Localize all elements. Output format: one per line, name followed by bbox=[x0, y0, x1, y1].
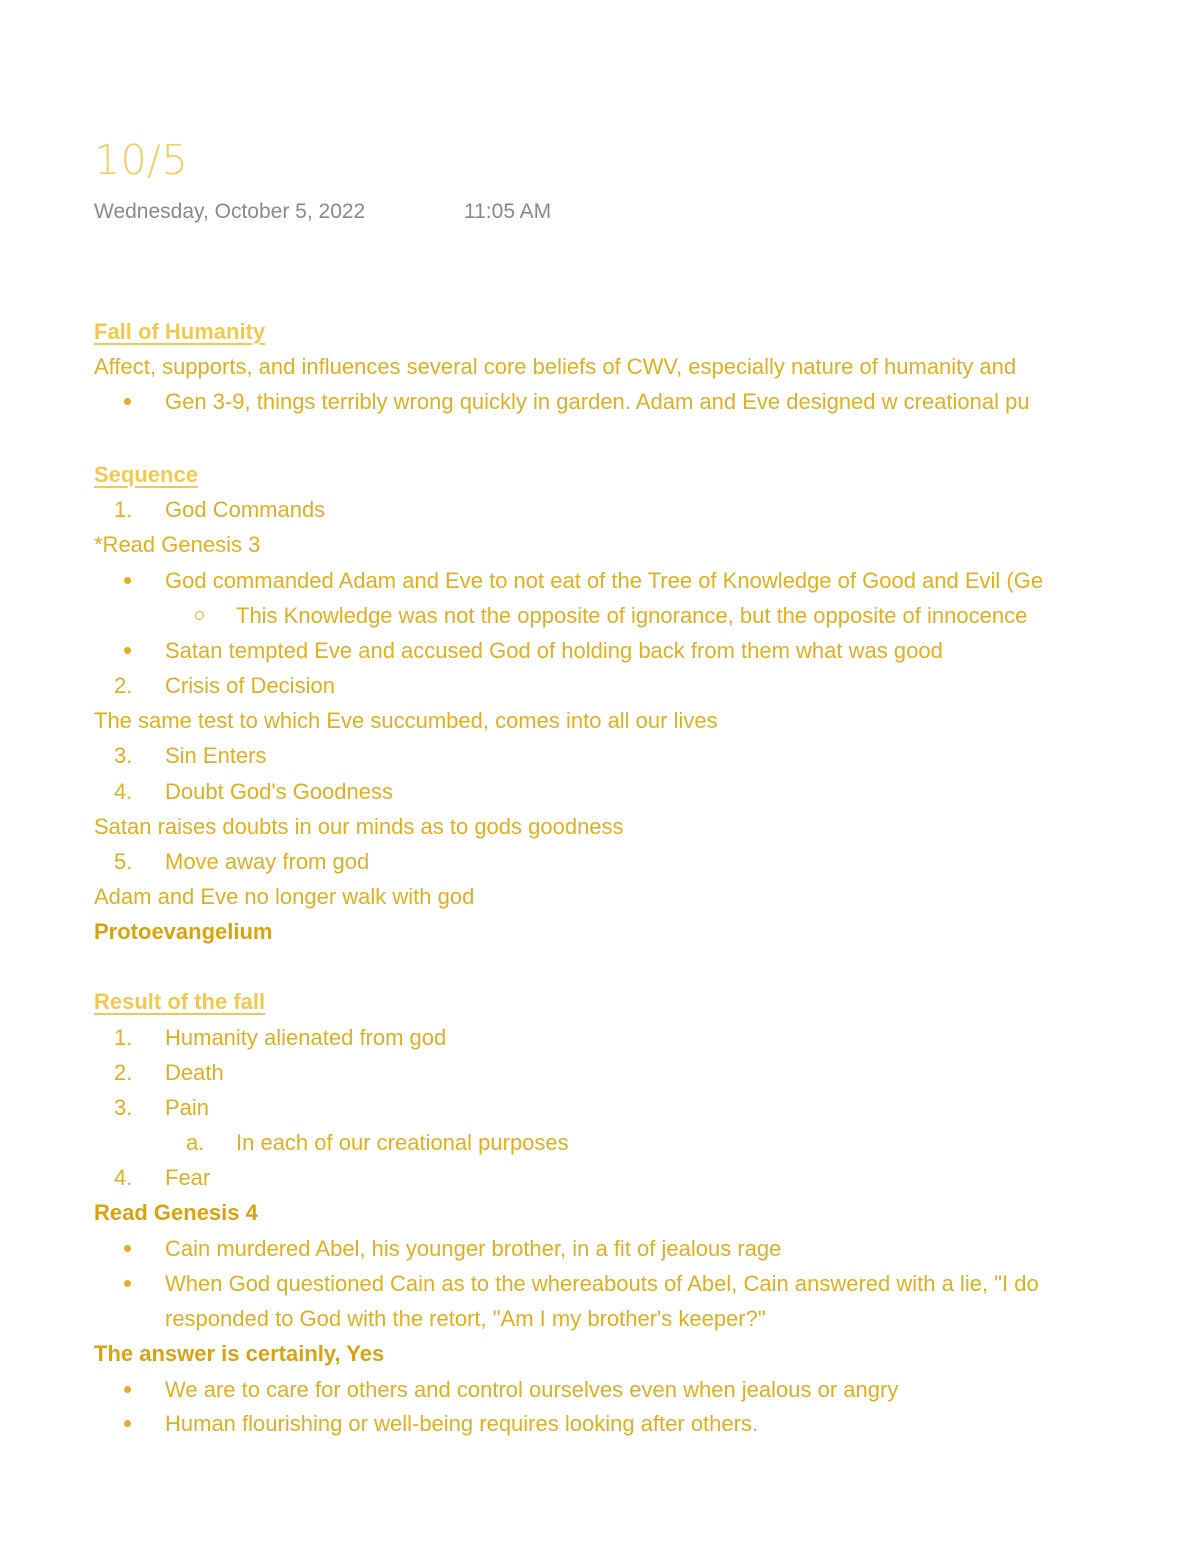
result-item-2: Death bbox=[165, 1060, 224, 1085]
sequence-note-5: Adam and Eve no longer walk with god bbox=[94, 884, 475, 909]
result-item-1: Humanity alienated from god bbox=[165, 1025, 447, 1050]
bullet-icon bbox=[124, 1245, 131, 1252]
heading-result-of-the-fall: Result of the fall bbox=[94, 989, 266, 1014]
result-bullet-question-line-1: When God questioned Cain as to the whereabouts of Abel, Cain answered with a lie, "I do bbox=[165, 1271, 1039, 1296]
bullet-icon bbox=[124, 398, 131, 405]
circle-bullet-icon bbox=[195, 611, 204, 620]
fall-intro-text: Affect, supports, and influences several core beliefs of CWV, especially nature of humanity and bbox=[94, 354, 1017, 379]
bullet-icon bbox=[124, 647, 131, 654]
result-item-4: Fear bbox=[165, 1165, 211, 1190]
list-number: 4. bbox=[114, 1165, 133, 1190]
answer-label: The answer is certainly, Yes bbox=[94, 1341, 385, 1366]
page-time: 11:05 AM bbox=[464, 200, 552, 223]
sequence-item-2: Crisis of Decision bbox=[165, 673, 335, 698]
bullet-icon bbox=[124, 1280, 131, 1287]
list-number: 2. bbox=[114, 673, 133, 698]
list-number: 4. bbox=[114, 779, 133, 804]
list-number: 2. bbox=[114, 1060, 133, 1085]
list-number: 3. bbox=[114, 1095, 133, 1120]
result-item-3: Pain bbox=[165, 1095, 210, 1120]
result-bullet-care: We are to care for others and control ourselves even when jealous or angry bbox=[165, 1377, 899, 1402]
sequence-sub-bullet-knowledge: This Knowledge was not the opposite of ignorance, but the opposite of innocence bbox=[236, 603, 1028, 628]
sequence-item-5: Move away from god bbox=[165, 849, 370, 874]
list-number: 1. bbox=[114, 1025, 133, 1050]
fall-bullet-text: Gen 3-9, things terribly wrong quickly in garden. Adam and Eve designed w creational pu bbox=[165, 389, 1030, 414]
bullet-icon bbox=[124, 577, 131, 584]
list-number: 5. bbox=[114, 849, 133, 874]
page-title: 10/5 bbox=[94, 136, 189, 184]
sequence-item-3: Sin Enters bbox=[165, 743, 267, 768]
list-number: 3. bbox=[114, 743, 133, 768]
result-sub-item-a: In each of our creational purposes bbox=[236, 1130, 569, 1155]
list-number: 1. bbox=[114, 497, 133, 522]
sequence-item-1: God Commands bbox=[165, 497, 326, 522]
sequence-item-4: Doubt God's Goodness bbox=[165, 779, 394, 804]
protoevangelium-label: Protoevangelium bbox=[94, 919, 273, 944]
sequence-note-2: The same test to which Eve succumbed, comes into all our lives bbox=[94, 708, 718, 733]
page-date: Wednesday, October 5, 2022 bbox=[94, 200, 366, 223]
sequence-bullet-command: God commanded Adam and Eve to not eat of the Tree of Knowledge of Good and Evil (Ge bbox=[165, 568, 1044, 593]
bullet-icon bbox=[124, 1420, 131, 1427]
read-genesis-4: Read Genesis 4 bbox=[94, 1200, 258, 1225]
list-letter: a. bbox=[186, 1130, 205, 1155]
sequence-bullet-satan: Satan tempted Eve and accused God of holding back from them what was good bbox=[165, 638, 943, 663]
sequence-note-4: Satan raises doubts in our minds as to gods goodness bbox=[94, 814, 624, 839]
bullet-icon bbox=[124, 1386, 131, 1393]
heading-sequence: Sequence bbox=[94, 462, 198, 487]
heading-fall-of-humanity: Fall of Humanity bbox=[94, 319, 266, 344]
result-bullet-cain: Cain murdered Abel, his younger brother, in a fit of jealous rage bbox=[165, 1236, 782, 1261]
result-bullet-flourishing: Human flourishing or well-being requires looking after others. bbox=[165, 1411, 759, 1436]
read-genesis-3: *Read Genesis 3 bbox=[94, 532, 261, 557]
result-bullet-question-line-2: responded to God with the retort, "Am I my brother's keeper?" bbox=[165, 1306, 766, 1331]
